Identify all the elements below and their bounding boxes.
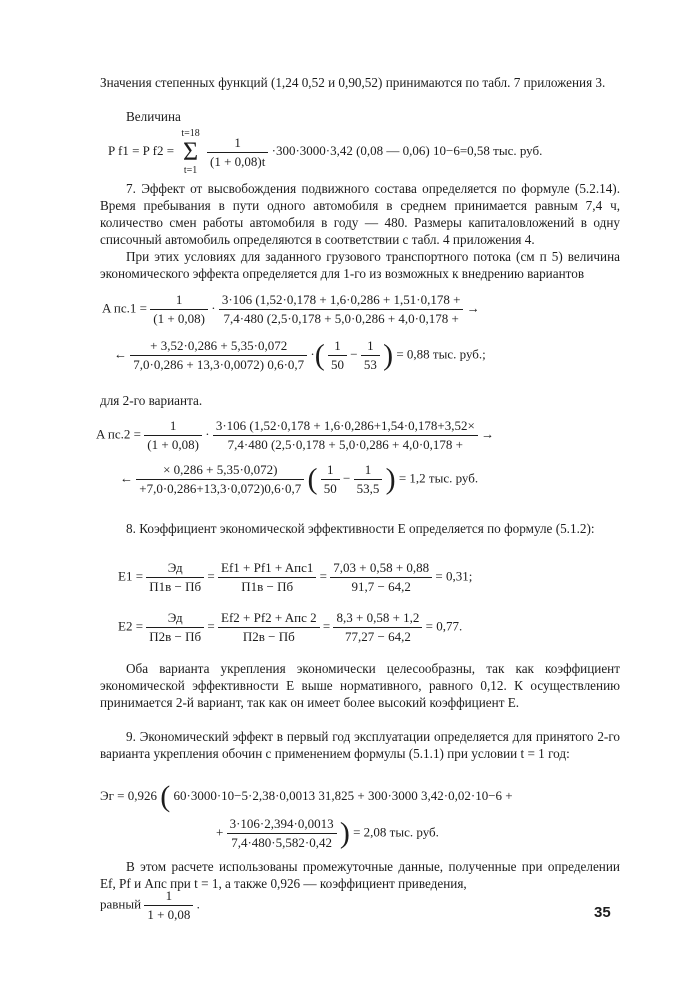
fraction-discount xyxy=(207,135,268,170)
fraction xyxy=(218,560,316,595)
paragraph-10: В этом расчете использованы промежуточные данные, полученные при определении Ef, Pf и Aпс при t = 1, а также 0,926 — коэффициент приведения, xyxy=(100,859,620,891)
formula-result: = 0,77. xyxy=(425,618,463,634)
fraction-den: 7,4·480 (2,5·0,178 + 5,0·0,286 + 4,0·0,178 + xyxy=(227,437,464,452)
fraction-den: +7,0·0,286+13,3·0,072)0,6·0,7 xyxy=(139,481,302,496)
formula-lhs: A пс.1 = xyxy=(102,300,147,316)
formula-lhs: E1 = xyxy=(118,568,144,584)
formula-lhs: A пс.2 = xyxy=(96,426,141,442)
fraction xyxy=(146,560,204,595)
sum-sign: t=18 Σ t=1 xyxy=(181,128,200,176)
fraction-den: 7,4·480·5,582·0,42 xyxy=(231,835,332,850)
fraction-num: 1 xyxy=(361,338,380,356)
sum-lower: t=1 xyxy=(183,165,198,176)
fraction-num: Эд xyxy=(146,610,204,628)
formula-result: = 2,08 тыс. руб. xyxy=(353,824,439,840)
formula-e2 xyxy=(118,610,462,645)
paragraph-powers: Значения степенных функций (1,24 0,52 и 0,90,52) принимаются по табл. 7 приложения 3. xyxy=(100,75,606,90)
fraction-num: 1 xyxy=(150,292,208,310)
paragraph-8: 8. Коэффициент экономической эффективности E определяется по формуле (5.1.2): xyxy=(126,521,595,536)
paragraph-9a: Оба варианта укрепления экономически целесообразны, так как коэффициент экономической эффективности E выше нормативного, равного 0,12. К осуществлению принимается 2-й вариант, так как он имеет более высокий коэффициент E. xyxy=(100,661,620,710)
fraction-den: 7,0·0,286 + 13,3·0,0072) 0,6·0,7 xyxy=(133,357,305,372)
fraction-den: 77,27 − 64,2 xyxy=(345,629,411,644)
fraction-num: Ef1 + Pf1 + Aпс1 xyxy=(218,560,316,578)
fraction xyxy=(136,462,304,497)
fraction xyxy=(328,338,347,373)
equals: = xyxy=(322,618,331,634)
fraction-den: П1в − Пб xyxy=(241,579,294,594)
formula-result: = 1,2 тыс. руб. xyxy=(398,470,479,486)
fraction xyxy=(354,462,383,497)
formula-aps1-line1: A пс.1 = $\frac{1}{(1 + 0,08)}$ · $\frac{3\cdot 106 (1,52\cdot 0,178 + 1,6\cdot 0,286 + 1,51\cdot 0,178 +}{7,4\cdot 480 (2,5\cdot 0,178 + 5,0\cdot 0,286 + 4,0\cdot 0,178 +}$ → xyxy=(102,292,480,326)
formula-result: = 0,88 тыс. руб.; xyxy=(396,346,486,362)
formula-eg-line2: + $\frac{3\cdot 106\cdot 2,394\cdot 0,0013}{7,4\cdot 480\cdot 5,582\cdot 0,42}$ ) = 2,08 тыс. руб. xyxy=(216,816,439,850)
paragraph-dlya: для 2-го варианта. xyxy=(100,393,203,408)
fraction-num: 8,3 + 0,58 + 1,2 xyxy=(333,610,422,628)
formula-aps1-line2: ← $\frac{+ 3,52\cdot 0,286 + 5,35\cdot 0,072}{7,0\cdot 0,286 + 13,3\cdot 0,0072) 0,6\cdot 0,7}$ ·( $\frac{1}{50}$ − $\frac{1}{53}$ ) = 0,88 тыс. руб.; xyxy=(114,338,486,372)
fraction-num: 3·106 (1,52·0,178 + 1,6·0,286 + 1,51·0,178 + xyxy=(219,292,464,310)
fraction-den: 50 xyxy=(331,357,344,372)
plus-sign: + xyxy=(216,824,224,840)
fraction-num: 3·106·2,394·0,0013 xyxy=(227,816,337,834)
sum-upper: t=18 xyxy=(181,128,200,139)
label-velichina: Величина xyxy=(126,109,181,124)
fraction-num: 1 xyxy=(144,888,193,906)
fraction-den: 53,5 xyxy=(356,481,380,496)
page-number: 35 xyxy=(594,904,611,921)
formula-pf-rest: ·300·3000·3,42 (0,08 — 0,06) 10−6=0,58 тыс. руб. xyxy=(271,142,543,158)
paragraph-7: 7. Эффект от высвобождения подвижного состава определяется по формуле (5.2.14). Время пребывания в пути одного автомобиля в среднем принимается равным 7,4 ч, количество смен работы автомобиля в году — 480. Размеры капиталовложений в одну списочный автомобиль определяются в соответствии с табл. 4 приложения 4. xyxy=(100,181,620,247)
fraction-den: (1 + 0,08) xyxy=(153,311,205,326)
formula-body: 60·3000·10−5·2,38·0,0013 31,825 + 300·3000 3,42·0,02·10−6 + xyxy=(173,787,513,803)
label-ravny: равный xyxy=(100,896,142,912)
fraction-den: П2в − Пб xyxy=(149,629,202,644)
fraction-num: 1 xyxy=(144,418,202,436)
period: . xyxy=(196,896,200,912)
fraction-num: 1 xyxy=(354,462,383,480)
fraction-den: 91,7 − 64,2 xyxy=(351,579,411,594)
formula-eg-line1: Эг = 0,926 ( 60·3000·10−5·2,38·0,0013 31,825 + 300·3000 3,42·0,02·10−6 + xyxy=(100,780,513,813)
fraction-den: 1 + 0,08 xyxy=(147,907,191,922)
formula-lhs: E2 = xyxy=(118,618,144,634)
fraction xyxy=(330,560,432,595)
fraction xyxy=(227,816,337,851)
formula-pf-lhs: P f1 = P f2 = xyxy=(108,142,175,158)
paragraph-9b: 9. Экономический эффект в первый год эксплуатации определяется для принятого 2-го варианта укрепления обочин с применением формулы (5.1.1) при условии t = 1 год: xyxy=(100,729,620,761)
equals: = xyxy=(319,568,327,584)
fraction-num: + 3,52·0,286 + 5,35·0,072 xyxy=(130,338,307,356)
fraction-den: 53 xyxy=(363,357,377,372)
equals: = xyxy=(207,568,215,584)
paragraph-7b: При этих условиях для заданного грузового транспортного потока (см п 5) величина экономического эффекта определяется для 1-го из возможных к внедрению вариантов xyxy=(100,249,620,281)
formula-aps2-line1: A пс.2 = $\frac{1}{(1 + 0,08)}$ · $\frac{3\cdot 106 (1,52\cdot 0,178 + 1,6\cdot 0,286+1,54\cdot 0,178+3,52\times}{7,4\cdot 480 (2,5\cdot 0,178 + 5,0\cdot 0,286 + 4,0\cdot 0,178 +}$ → xyxy=(96,418,495,452)
fraction-den: 7,4·480 (2,5·0,178 + 5,0·0,286 + 4,0·0,178 + xyxy=(223,311,459,326)
formula-pf xyxy=(108,128,542,176)
fraction xyxy=(130,338,307,373)
fraction xyxy=(361,338,380,373)
arrow-right: → xyxy=(466,300,480,316)
fraction-num: 1 xyxy=(321,462,340,480)
formula-result: = 0,31; xyxy=(435,568,473,584)
fraction-den: (1 + 0,08)t xyxy=(210,153,266,169)
fraction-den: 50 xyxy=(323,481,337,496)
arrow-left: ← xyxy=(114,346,127,362)
formula-aps2-line2: ← $\frac{\times 0,286 + 5,35\cdot 0,072)}{+7,0\cdot 0,286+13,3\cdot 0,072)0,6\cdot 0,7}$ ( $\frac{1}{50}$ − $\frac{1}{53,5}$ ) = 1,2 тыс. руб. xyxy=(120,462,479,496)
equals: = xyxy=(207,618,215,634)
fraction xyxy=(146,610,204,645)
formula-e1 xyxy=(118,560,472,595)
fraction xyxy=(218,610,320,645)
fraction xyxy=(219,292,464,327)
fraction xyxy=(213,418,478,453)
fraction xyxy=(144,418,202,453)
fraction xyxy=(321,462,340,497)
fraction-num: 1 xyxy=(207,135,268,153)
arrow-left: ← xyxy=(120,470,133,486)
fraction-num: Эд xyxy=(146,560,204,578)
fraction-den: П1в − Пб xyxy=(149,579,202,594)
formula-ravny xyxy=(100,888,200,923)
formula-lhs: Эг = 0,926 xyxy=(100,787,157,803)
fraction-den: П2в − Пб xyxy=(242,629,295,644)
fraction-num: 1 xyxy=(328,338,347,356)
fraction xyxy=(144,888,193,923)
fraction-num: 7,03 + 0,58 + 0,88 xyxy=(330,560,432,578)
fraction-den: (1 + 0,08) xyxy=(147,437,199,452)
fraction xyxy=(150,292,208,327)
fraction-num: 3·106 (1,52·0,178 + 1,6·0,286+1,54·0,178+3,52× xyxy=(213,418,478,436)
arrow-right: → xyxy=(481,426,495,442)
fraction-num: × 0,286 + 5,35·0,072) xyxy=(136,462,304,480)
fraction-num: Ef2 + Pf2 + Aпс 2 xyxy=(218,610,320,628)
fraction xyxy=(333,610,422,645)
